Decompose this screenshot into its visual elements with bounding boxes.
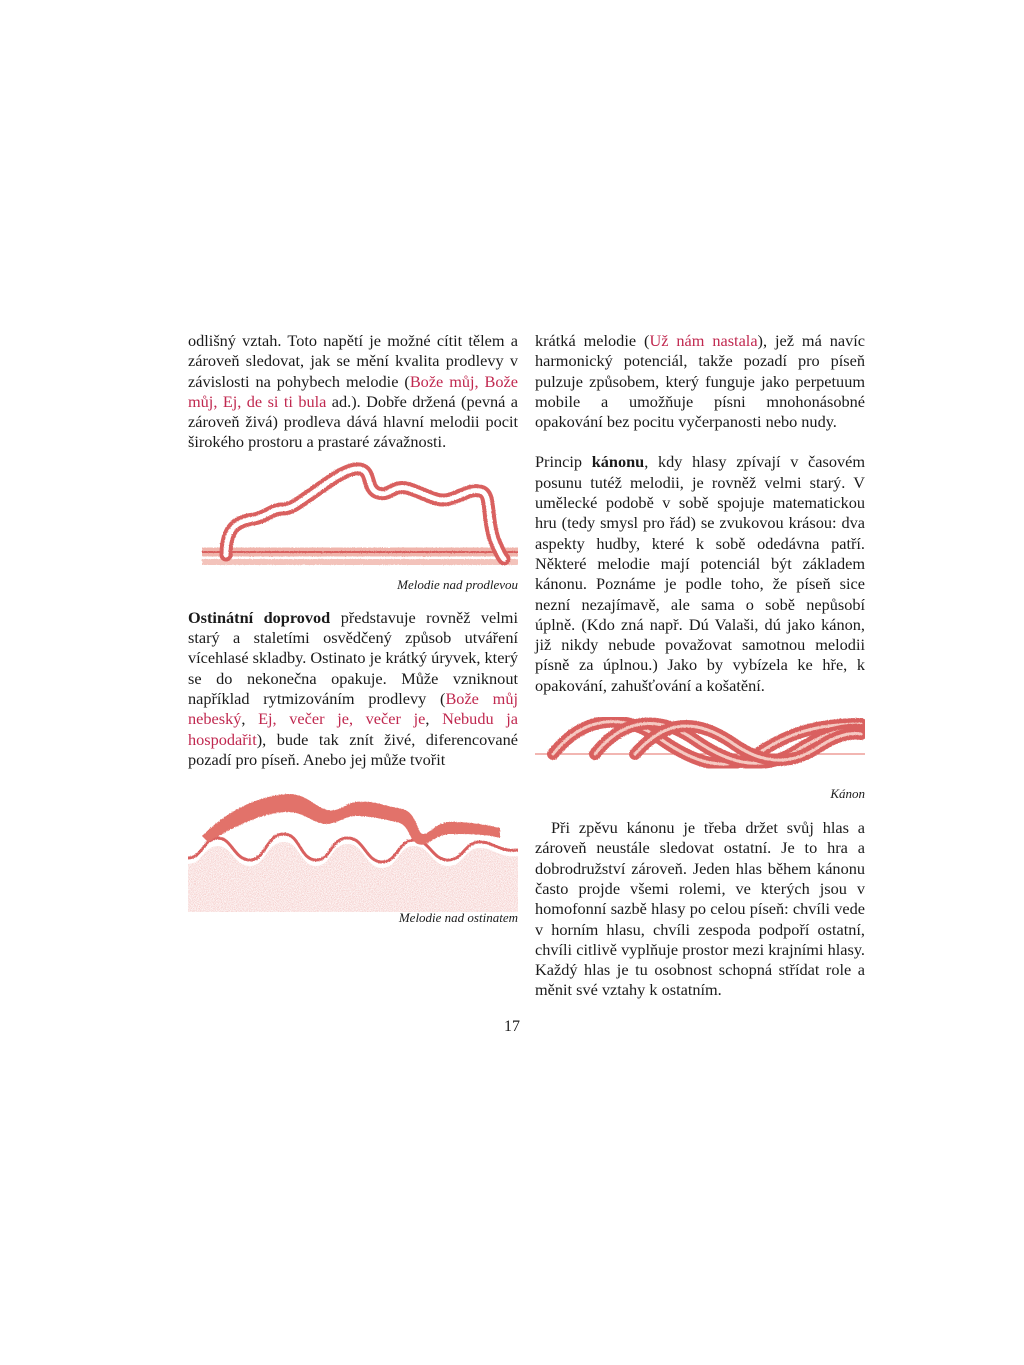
text-segment: ), bude tak znít živé, diferencované pozadí pro píseň. Anebo jej může tvořit [188, 729, 518, 769]
canon-illustration [535, 714, 865, 784]
page-number: 17 [504, 1018, 520, 1035]
paragraph-kanon-singing: Při zpěvu kánonu je třeba držet svůj hlas a zároveň neustále sledovat ostatní. Je to hra a dobrodružství zároveň. Jeden hlas během kánonu často projde všemi rolemi, ve kterých jsou v homofonní sazbě hlasy po celou píseň: chvíli vede v horním hlasu, chvíli zespoda podpoří ostatní, chvíli citlivě vyplňuje prostor mezi krajními hlasy. Každý hlas je tu osobnost schopná střídat role a měnit své vztahy k ostatním. [535, 818, 865, 1000]
text-segment: krátká melodie ( [535, 331, 650, 350]
left-column [188, 331, 518, 926]
text-segment: , kdy hlasy zpívají v časovém posunu tutéž melodii, je rovněž velmi starý. V umělecké podobě v sobě spojuje matematickou hru (tedy smysl pro řád) se zvukovou krásou: dva aspekty hudby, které k sobě odedávna patří. Některé melodie mají potenciál být základem kánonu. Poznáme je podle toho, že píseň sice nezní nezajímavě, ale sama o sobě nepůsobí úplně. (Kdo zná např. Dú Valaši, dú jako kánon, již nikdy nebude považovat samotnou melodii písně za úplnou.) Jako by vybízela ke hře, k opakování, zahušťování a košatění. [535, 452, 865, 695]
text-segment: Princip [535, 452, 592, 472]
figure-caption-kanon: Kánon [830, 786, 865, 802]
text-segment: představuje rovněž velmi starý a staletími osvědčený způsob utváření vícehlasé skladby. Ostinato je krátký úryvek, který se do nekonečna opakuje. Může vzniknout například rytmizováním prodlevy ( [188, 607, 518, 708]
song-title: Už nám nastala [649, 331, 758, 350]
term-kanon: kánonu [591, 452, 645, 472]
figure-caption-ostinato: Melodie nad ostinatem [398, 910, 518, 926]
figure-caption-prodleva: Melodie nad prodlevou [397, 576, 518, 592]
paragraph-prodleva [188, 331, 518, 453]
paragraph-kanon [535, 452, 865, 696]
paragraph-ostinato-continued [535, 331, 865, 432]
term-ostinato: Ostinátní doprovod [188, 607, 331, 627]
text-segment: , [241, 709, 259, 729]
melody-over-ostinato-illustration [188, 782, 518, 912]
right-column [535, 331, 865, 1001]
text-segment: , [425, 709, 443, 729]
paragraph-ostinato [188, 608, 518, 770]
melody-over-drone-illustration [188, 459, 518, 579]
text-segment: odlišný vztah. Toto napětí je možné cítit tělem a zároveň sledovat, jak se mění kvalita prodlevy v závislosti na pohybech melodie ( [188, 331, 518, 391]
song-title: Nebudu ja hospodařit [188, 709, 519, 749]
text-segment: ad.). Dobře držená (pevná a zároveň živá) prodleva dává hlavní melodii pocit širokého prostoru a prastaré závažnosti. [188, 391, 518, 452]
song-title: Ej, večer je, večer je [258, 709, 426, 729]
song-titles: Bože můj, Bože můj, Ej, de si ti bula [188, 371, 519, 411]
song-title: Bože můj nebeský [188, 688, 518, 729]
text-segment: ), jež má navíc harmonický potenciál, takže pozadí pro píseň pulzuje způsobem, který funguje jako perpetuum mobile a umožňuje písni mnohonásobné opakování bez pocitu vyčerpanosti nebo nudy. [535, 331, 865, 432]
